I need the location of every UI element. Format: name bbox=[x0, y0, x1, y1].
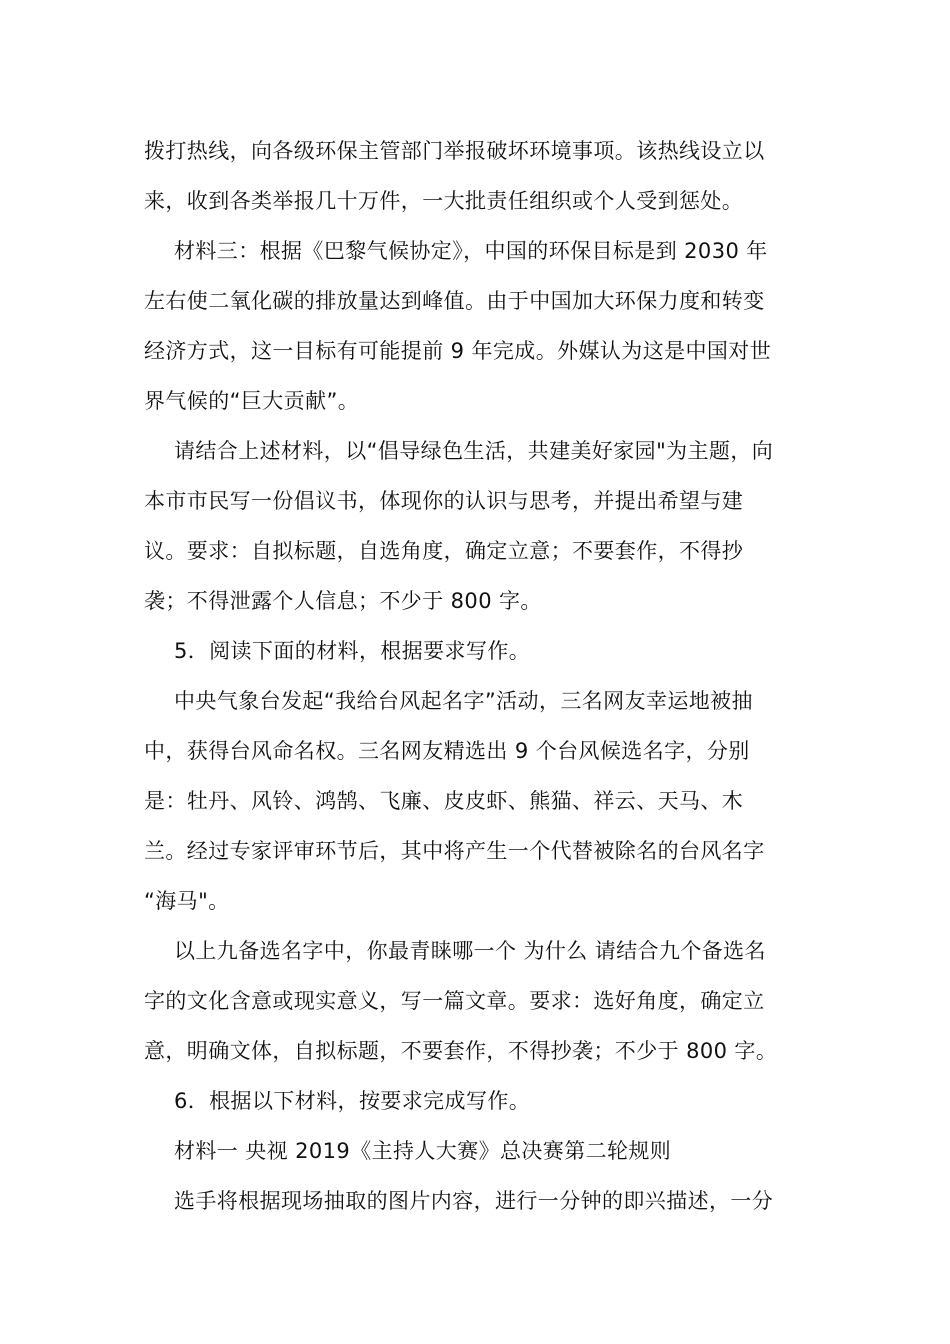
text-line-19: 意，明确文体，自拟标题，不要套作，不得抄袭；不少于 800 字。 bbox=[144, 1039, 778, 1063]
text-line-6: 界气候的“巨大贡献”。 bbox=[144, 389, 360, 413]
text-line-7: 请结合上述材料，以“倡导绿色生活，共建美好家园"为主题，向 bbox=[174, 439, 774, 463]
question-5-heading: 5．阅读下面的材料，根据要求写作。 bbox=[174, 639, 531, 663]
text-line-17: 以上九备选名字中，你最青睐哪一个 为什么 请结合九个备选名 bbox=[174, 939, 766, 963]
text-line-8: 本市市民写一份倡议书，体现你的认识与思考，并提出希望与建 bbox=[144, 489, 744, 513]
text-line-18: 字的文化含意或现实意义，写一篇文章。要求：选好角度，确定立 bbox=[144, 989, 765, 1013]
text-line-4: 左右使二氧化碳的排放量达到峰值。由于中国加大环保力度和转变 bbox=[144, 289, 765, 313]
text-line-10: 袭；不得泄露个人信息；不少于 800 字。 bbox=[144, 589, 542, 613]
text-line-15: 兰。经过专家评审环节后，其中将产生一个代替被除名的台风名字 bbox=[144, 839, 765, 863]
text-line-12: 中央气象台发起“我给台风起名字”活动，三名网友幸运地被抽 bbox=[174, 689, 753, 713]
text-line-5: 经济方式，这一目标有可能提前 9 年完成。外媒认为这是中国对世 bbox=[144, 339, 772, 363]
text-line-13: 中，获得台风命名权。三名网友精选出 9 个台风候选名字，分别 bbox=[144, 739, 750, 763]
text-line-16: “海马"。 bbox=[144, 889, 230, 913]
material-1-title: 材料一 央视 2019《主持人大赛》总决赛第二轮规则 bbox=[174, 1139, 672, 1163]
text-line-1: 拨打热线，向各级环保主管部门举报破坏环境事项。该热线设立以 bbox=[144, 139, 765, 163]
text-line-14: 是：牡丹、风铃、鸿鹄、飞廉、皮皮虾、熊猫、祥云、天马、木 bbox=[144, 789, 744, 813]
text-line-9: 议。要求：自拟标题，自选角度，确定立意；不要套作，不得抄 bbox=[144, 539, 744, 563]
text-line-3: 材料三：根据《巴黎气候协定》，中国的环保目标是到 2030 年 bbox=[174, 239, 768, 263]
text-line-2: 来，收到各类举报几十万件，一大批责任组织或个人受到惩处。 bbox=[144, 189, 744, 213]
question-6-heading: 6．根据以下材料，按要求完成写作。 bbox=[174, 1089, 531, 1113]
text-line-22: 选手将根据现场抽取的图片内容，进行一分钟的即兴描述，一分 bbox=[174, 1189, 774, 1213]
